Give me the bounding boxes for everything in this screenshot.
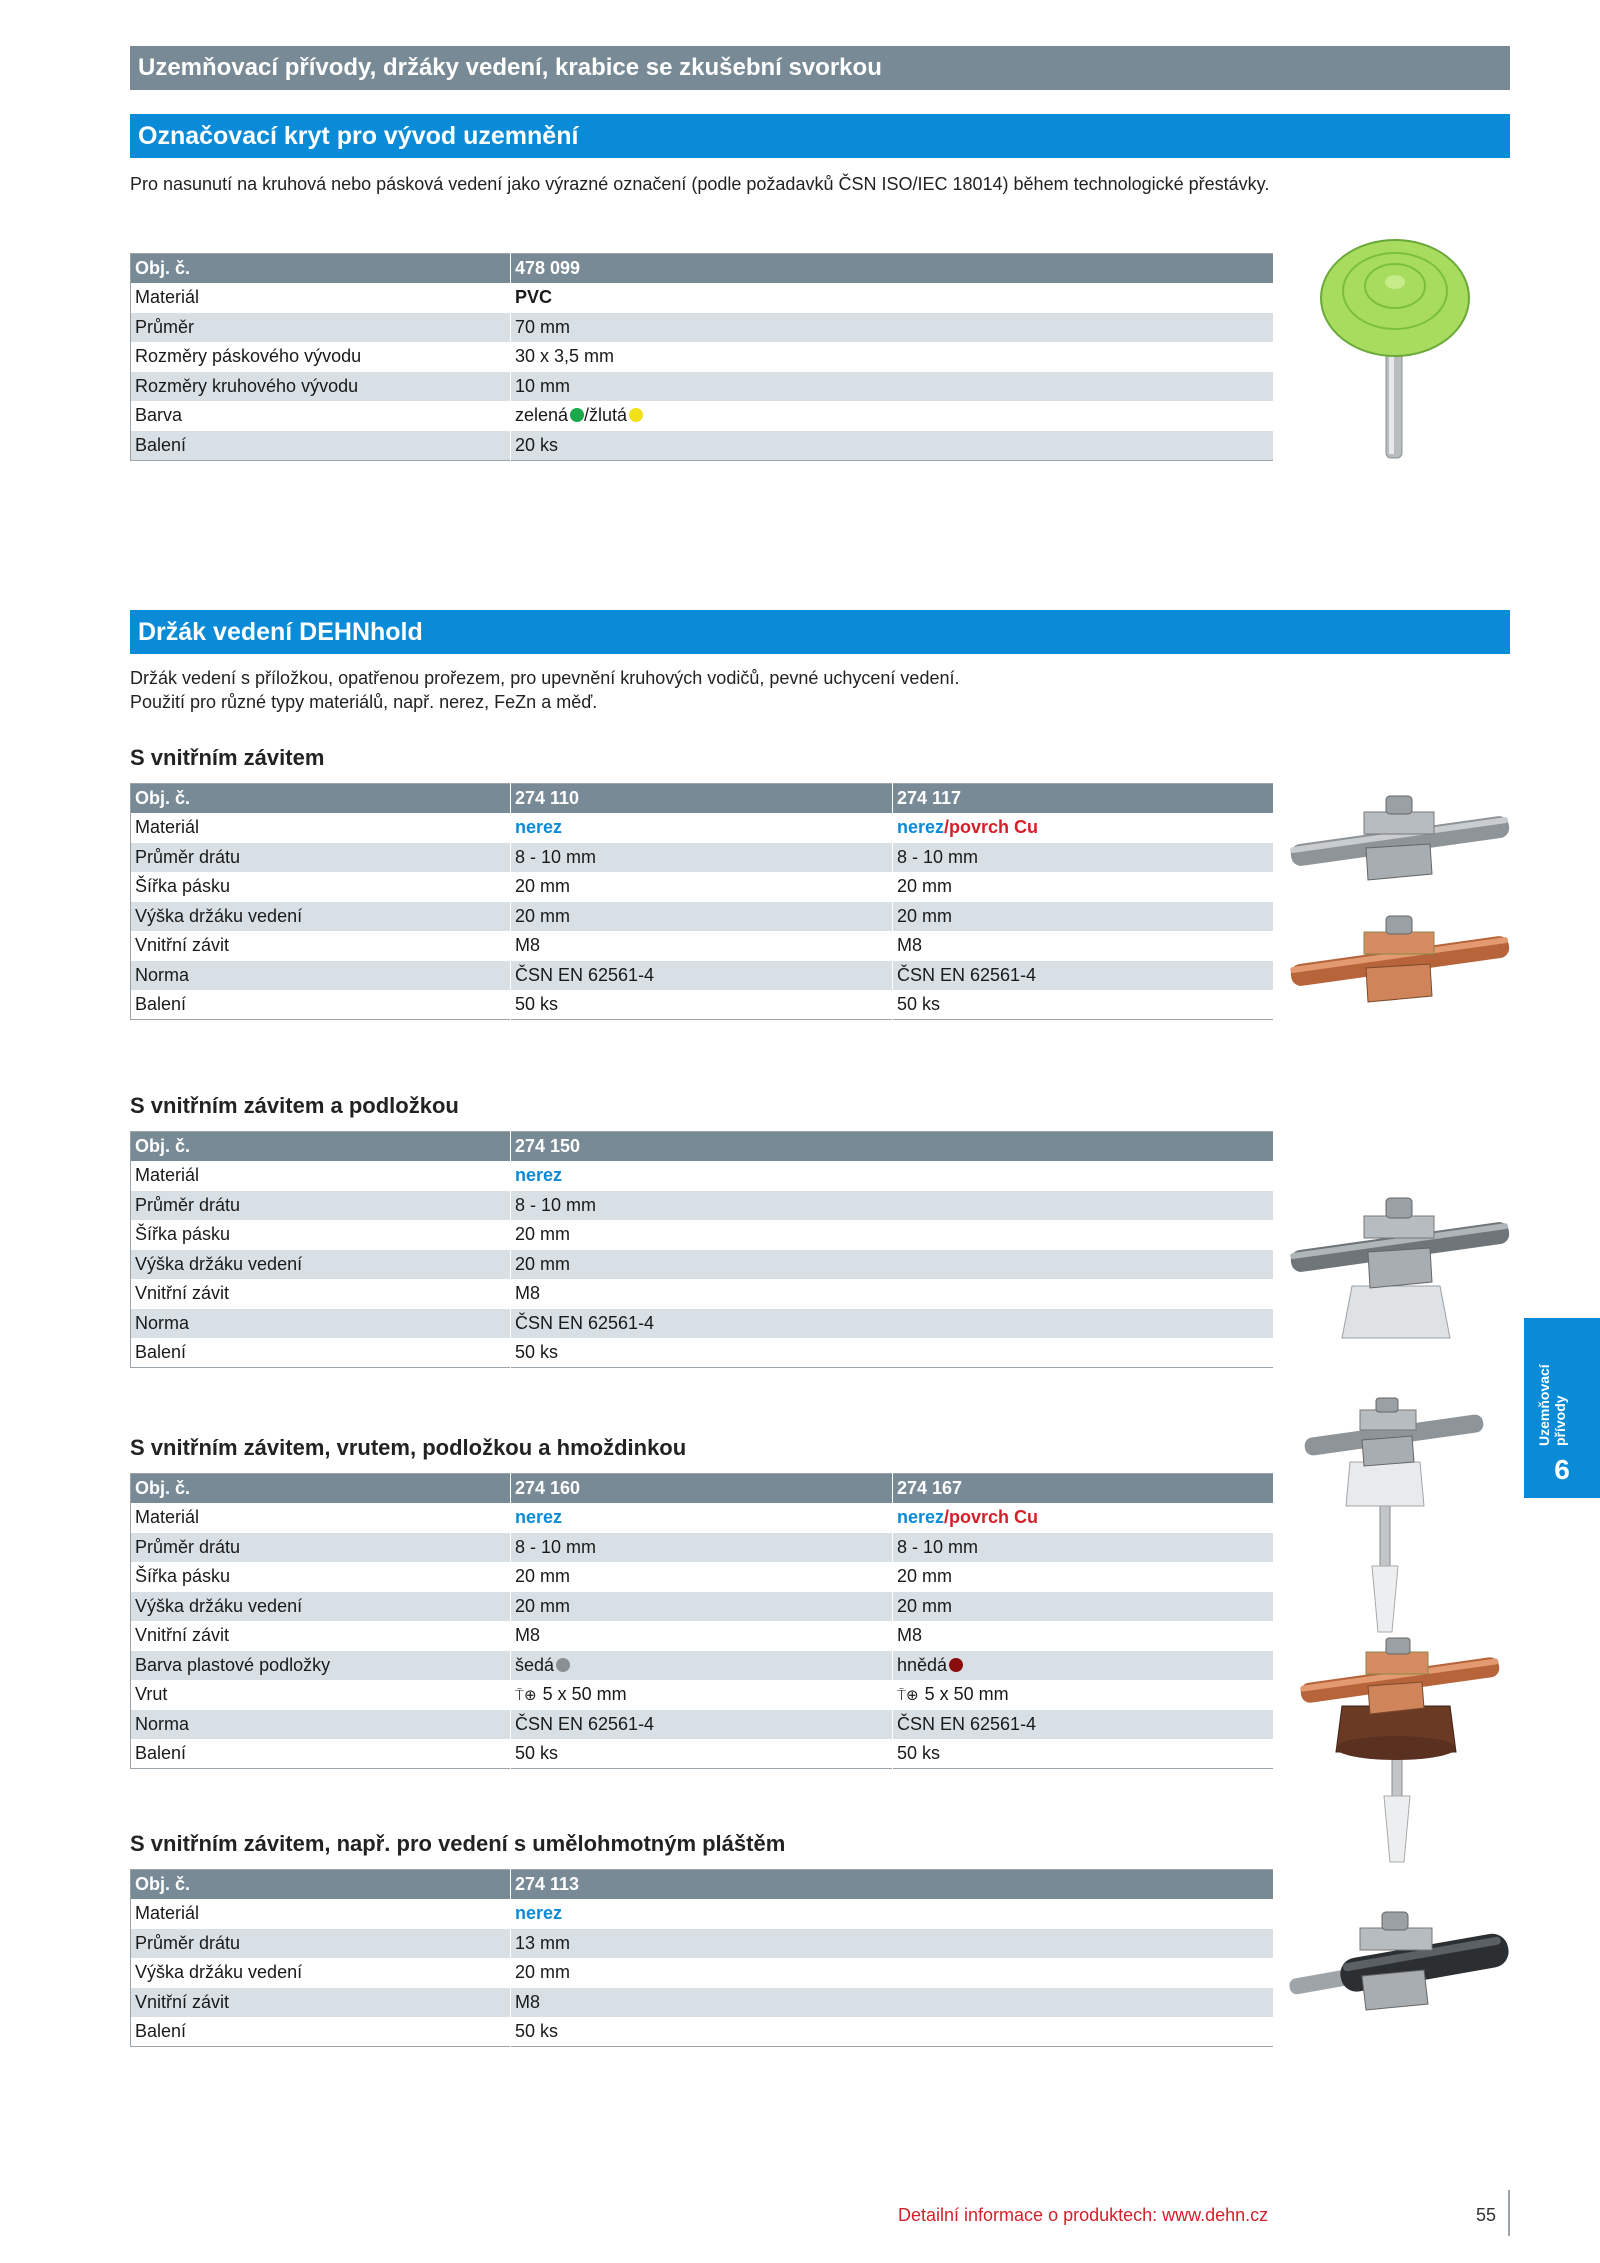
row-label: Šířka pásku <box>131 1562 511 1592</box>
spec-table-478099 <box>130 253 1274 461</box>
material-part: nerez <box>897 817 945 838</box>
color-yellow-label: /žlutá <box>584 405 628 426</box>
row-value: 20 mm <box>893 872 1274 902</box>
section-description: Pro nasunutí na kruhová nebo pásková vedení jako výrazné označení (podle požadavků ČSN ISO/IEC 18014) během technologické přestávky. <box>130 174 1270 194</box>
row-value: 20 mm <box>511 902 893 932</box>
row-value: 20 mm <box>511 1562 893 1592</box>
row-label: Průměr drátu <box>131 1533 511 1563</box>
row-label: Norma <box>131 961 511 991</box>
subtitle-plastic-sheath: S vnitřním závitem, např. pro vedení s umělohmotným pláštěm <box>130 1831 786 1856</box>
table-head-label: Obj. č. <box>131 1132 511 1162</box>
row-value: nerez <box>511 1503 893 1533</box>
row-value: 8 - 10 mm <box>511 843 893 873</box>
row-value: nerez <box>511 813 893 843</box>
row-value: M8 <box>511 1988 1274 2018</box>
row-value: nerez <box>511 1899 1274 1929</box>
row-value: 8 - 10 mm <box>511 1533 893 1563</box>
table-head-value: 274 167 <box>893 1474 1274 1504</box>
row-value: 50 ks <box>511 990 893 1020</box>
row-label: Průměr drátu <box>131 1929 511 1959</box>
row-label: Rozměry páskového vývodu <box>131 342 511 372</box>
row-value-color <box>511 401 1274 431</box>
page-number: 55 <box>1476 2205 1497 2225</box>
row-value: 50 ks <box>893 1739 1274 1769</box>
row-label: Šířka pásku <box>131 872 511 902</box>
row-label: Materiál <box>131 1899 511 1929</box>
row-value: ČSN EN 62561-4 <box>511 961 893 991</box>
chapter-tab-line1: Uzemňovací <box>1536 1364 1552 1446</box>
section-title-dehnhold: Držák vedení DEHNhold <box>130 610 1510 654</box>
table-head-label: Obj. č. <box>131 1870 511 1900</box>
material-part: /povrch Cu <box>944 817 1039 838</box>
row-value: 8 - 10 mm <box>893 1533 1274 1563</box>
chapter-tab[interactable] <box>1524 1318 1600 1498</box>
row-value: 50 ks <box>511 1338 1274 1368</box>
row-value: 20 mm <box>511 1592 893 1622</box>
subtitle-internal-thread-washer: S vnitřním závitem a podložkou <box>130 1093 459 1118</box>
row-value: 20 ks <box>511 431 1274 461</box>
row-value: 20 mm <box>511 1958 1274 1988</box>
table-head-label: Obj. č. <box>131 254 511 284</box>
table-head-value: 274 113 <box>511 1870 1274 1900</box>
row-label: Balení <box>131 431 511 461</box>
row-value: 50 ks <box>893 990 1274 1020</box>
row-value: PVC <box>511 283 1274 313</box>
conductor-holder-dowel-copper-image <box>1296 1636 1506 1866</box>
row-label: Balení <box>131 1739 511 1769</box>
brown-dot-icon <box>949 1658 963 1672</box>
row-label: Norma <box>131 1710 511 1740</box>
section-description-line1: Držák vedení s příložkou, opatřenou prořezem, pro upevnění kruhových vodičů, pevné uchycení vedení. <box>130 668 960 688</box>
row-value: ČSN EN 62561-4 <box>893 961 1274 991</box>
footer-link[interactable]: Detailní informace o produktech: www.dehn.cz <box>898 2205 1269 2225</box>
row-label: Barva <box>131 401 511 431</box>
table-head-label: Obj. č. <box>131 1474 511 1504</box>
table-head-value: 274 150 <box>511 1132 1274 1162</box>
row-value: 20 mm <box>511 1220 1274 1250</box>
table-head-value: 478 099 <box>511 254 1274 284</box>
row-label: Výška držáku vedení <box>131 902 511 932</box>
material-part: nerez <box>897 1507 945 1528</box>
row-label: Průměr drátu <box>131 1191 511 1221</box>
subtitle-screw-washer-dowel: S vnitřním závitem, vrutem, podložkou a hmoždinkou <box>130 1435 687 1460</box>
spec-table-274160 <box>130 1473 1274 1769</box>
screw-head-icon: ⍑⊕ <box>515 1687 537 1705</box>
row-value: M8 <box>893 931 1274 961</box>
material-part: /povrch Cu <box>944 1507 1039 1528</box>
row-value-color <box>893 1651 1274 1681</box>
table-head-value: 274 110 <box>511 784 893 814</box>
row-label: Balení <box>131 2017 511 2047</box>
row-value: 8 - 10 mm <box>511 1191 1274 1221</box>
row-label: Výška držáku vedení <box>131 1250 511 1280</box>
row-label: Balení <box>131 1338 511 1368</box>
spec-table-274150 <box>130 1131 1274 1368</box>
row-label: Výška držáku vedení <box>131 1592 511 1622</box>
footer-divider <box>1508 2190 1510 2236</box>
row-label: Materiál <box>131 813 511 843</box>
table-head-label: Obj. č. <box>131 784 511 814</box>
row-value: ČSN EN 62561-4 <box>511 1309 1274 1339</box>
row-value: 30 x 3,5 mm <box>511 342 1274 372</box>
gray-dot-icon <box>556 1658 570 1672</box>
row-value <box>893 1503 1274 1533</box>
row-value: 20 mm <box>893 902 1274 932</box>
row-label: Norma <box>131 1309 511 1339</box>
row-label: Šířka pásku <box>131 1220 511 1250</box>
row-value: 13 mm <box>511 1929 1274 1959</box>
row-value: M8 <box>511 1621 893 1651</box>
row-value: 8 - 10 mm <box>893 843 1274 873</box>
conductor-holder-sheathed-image <box>1286 1910 1516 2040</box>
row-label: Barva plastové podložky <box>131 1651 511 1681</box>
row-value <box>893 813 1274 843</box>
spec-table-274110 <box>130 783 1274 1020</box>
color-gray-label: šedá <box>515 1654 555 1675</box>
row-value-screw <box>893 1680 1274 1710</box>
row-value: 20 mm <box>511 872 893 902</box>
row-value: 20 mm <box>893 1562 1274 1592</box>
conductor-holder-stainless-image <box>1286 790 1516 1030</box>
page-title: Uzemňovací přívody, držáky vedení, krabice se zkušební svorkou <box>130 46 1510 90</box>
color-brown-label: hnědá <box>897 1654 948 1675</box>
row-value-color <box>511 1651 893 1681</box>
table-head-value: 274 160 <box>511 1474 893 1504</box>
subtitle-internal-thread: S vnitřním závitem <box>130 745 325 770</box>
row-label: Vnitřní závit <box>131 1988 511 2018</box>
conductor-holder-washer-image <box>1286 1190 1516 1340</box>
row-value: 20 mm <box>893 1592 1274 1622</box>
chapter-tab-line2: přívody <box>1552 1395 1568 1446</box>
row-value: ČSN EN 62561-4 <box>893 1710 1274 1740</box>
row-value: 70 mm <box>511 313 1274 343</box>
row-label: Průměr drátu <box>131 843 511 873</box>
marking-cap-image <box>1320 236 1470 462</box>
row-value: M8 <box>511 931 893 961</box>
row-value: 20 mm <box>511 1250 1274 1280</box>
row-value: ČSN EN 62561-4 <box>511 1710 893 1740</box>
row-label: Materiál <box>131 1503 511 1533</box>
row-label: Materiál <box>131 283 511 313</box>
section-title-marking-cap: Označovací kryt pro vývod uzemnění <box>130 114 1510 158</box>
row-label: Balení <box>131 990 511 1020</box>
row-label: Rozměry kruhového vývodu <box>131 372 511 402</box>
color-green-label: zelená <box>515 405 569 426</box>
row-value-screw <box>511 1680 893 1710</box>
row-label: Průměr <box>131 313 511 343</box>
row-value: 50 ks <box>511 2017 1274 2047</box>
screw-head-icon: ⍑⊕ <box>897 1687 919 1705</box>
row-value: M8 <box>893 1621 1274 1651</box>
conductor-holder-dowel-stainless-image <box>1300 1396 1490 1636</box>
row-value: M8 <box>511 1279 1274 1309</box>
row-label: Výška držáku vedení <box>131 1958 511 1988</box>
row-label: Vnitřní závit <box>131 1279 511 1309</box>
row-label: Vnitřní závit <box>131 1621 511 1651</box>
row-value: nerez <box>511 1161 1274 1191</box>
screw-size: 5 x 50 mm <box>542 1684 627 1705</box>
row-label: Materiál <box>131 1161 511 1191</box>
row-label: Vnitřní závit <box>131 931 511 961</box>
spec-table-274113 <box>130 1869 1274 2047</box>
chapter-number: 6 <box>1554 1454 1570 1485</box>
chapter-tab-label <box>1536 1336 1568 1446</box>
yellow-dot-icon <box>629 408 643 422</box>
section-description-line2: Použití pro různé typy materiálů, např. nerez, FeZn a měď. <box>130 692 598 712</box>
table-head-value: 274 117 <box>893 784 1274 814</box>
row-value: 50 ks <box>511 1739 893 1769</box>
green-dot-icon <box>570 408 584 422</box>
row-value: 10 mm <box>511 372 1274 402</box>
row-label: Vrut <box>131 1680 511 1710</box>
screw-size: 5 x 50 mm <box>924 1684 1009 1705</box>
